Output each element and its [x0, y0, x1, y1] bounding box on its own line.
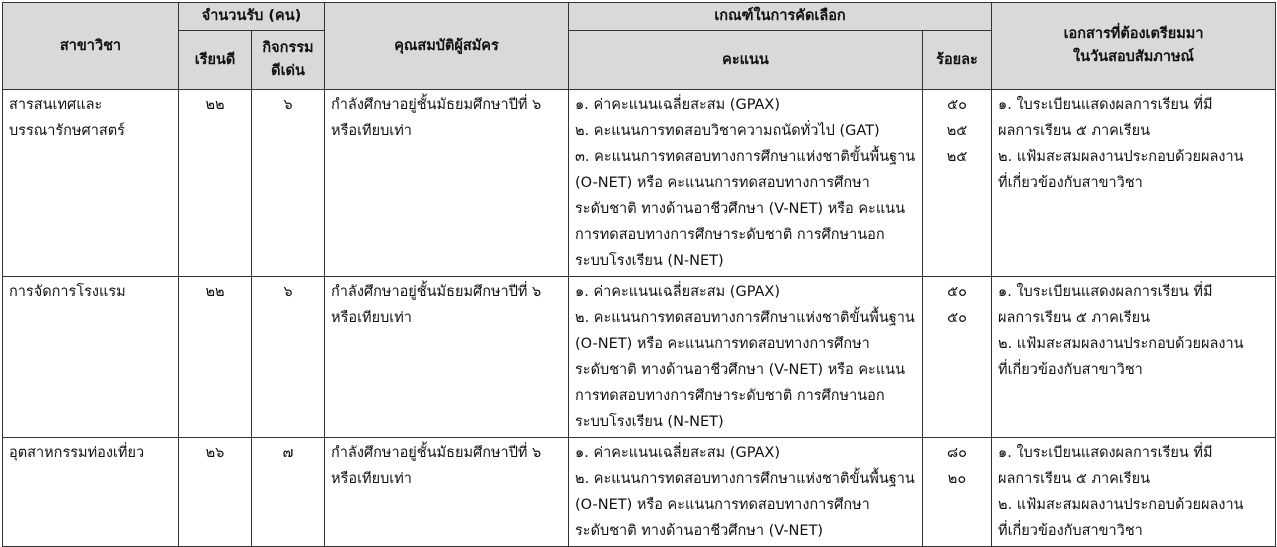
percent-cell: [923, 438, 992, 547]
document-line: ที่เกี่ยวข้องกับสาขาวิชา: [998, 175, 1143, 191]
major-cell: [3, 277, 179, 438]
document-line: ๑. ใบระเบียนแสดงผลการเรียน ที่มี: [998, 445, 1213, 461]
criteria-line: การทดสอบทางการศึกษาระดับชาติ การศึกษานอก: [575, 227, 885, 243]
percent-cell: [923, 90, 992, 277]
table-row: [3, 277, 1276, 438]
criteria-line: ๒. คะแนนการทดสอบทางการศึกษาแห่งชาติขั้นพื้นฐาน: [575, 310, 915, 326]
document-line: ๑. ใบระเบียนแสดงผลการเรียน ที่มี: [998, 97, 1213, 113]
qualification-line: หรือเทียบเท่า: [331, 471, 412, 487]
criteria-line: ระบบโรงเรียน (N-NET): [575, 253, 724, 269]
documents-cell: [992, 90, 1276, 277]
header-activity: [252, 31, 325, 90]
qualification-line: หรือเทียบเท่า: [331, 123, 412, 139]
qualification-cell: [325, 90, 569, 277]
criteria-cell: [569, 90, 923, 277]
criteria-line: ระดับชาติ ทางด้านอาชีวศึกษา (V-NET): [575, 523, 824, 539]
criteria-line: ระดับชาติ ทางด้านอาชีวศึกษา (V-NET) หรือ คะแนน: [575, 362, 906, 378]
document-line: ที่เกี่ยวข้องกับสาขาวิชา: [998, 523, 1143, 539]
major-cell: [3, 90, 179, 277]
admission-table: [2, 2, 1276, 547]
document-line: ๒. แฟ้มสะสมผลงานประกอบด้วยผลงาน: [998, 336, 1244, 352]
header-quota: จำนวนรับ (คน): [179, 3, 325, 31]
criteria-line: การทดสอบทางการศึกษาระดับชาติ การศึกษานอก: [575, 388, 885, 404]
major-line: สารสนเทศและ: [9, 97, 103, 113]
qualification-cell: [325, 277, 569, 438]
header-percent: ร้อยละ: [923, 31, 992, 90]
criteria-line: ระดับชาติ ทางด้านอาชีวศึกษา (V-NET) หรือ คะแนน: [575, 201, 906, 217]
criteria-line: ๒. คะแนนการทดสอบวิชาความถนัดทั่วไป (GAT): [575, 123, 880, 139]
percent-value: ๘๐: [946, 445, 968, 461]
header-regular: เรียนดี: [179, 31, 252, 90]
percent-value: ๕๐: [947, 97, 967, 113]
percent-cell: [923, 277, 992, 438]
criteria-line: (O-NET) หรือ คะแนนการทดสอบทางการศึกษา: [575, 497, 870, 513]
document-line: ที่เกี่ยวข้องกับสาขาวิชา: [998, 362, 1143, 378]
regular-quota-cell: ๒๒: [179, 277, 252, 438]
activity-quota-cell: ๖: [252, 90, 325, 277]
percent-value: ๒๕: [946, 149, 968, 165]
document-line: ๒. แฟ้มสะสมผลงานประกอบด้วยผลงาน: [998, 497, 1244, 513]
percent-value: ๕๐: [947, 310, 967, 326]
documents-cell: [992, 438, 1276, 547]
header-activity-line: ดีเด่น: [271, 63, 305, 79]
major-cell: [3, 438, 179, 547]
qualification-line: กำลังศึกษาอยู่ชั้นมัธยมศึกษาปีที่ ๖: [331, 284, 542, 300]
document-line: ผลการเรียน ๕ ภาคเรียน: [998, 471, 1151, 487]
major-line: บรรณารักษศาสตร์: [9, 123, 125, 139]
criteria-line: ๑. ค่าคะแนนเฉลี่ยสะสม (GPAX): [575, 97, 781, 113]
header-criteria: เกณฑ์ในการคัดเลือก: [569, 3, 992, 31]
criteria-line: ๑. ค่าคะแนนเฉลี่ยสะสม (GPAX): [575, 284, 781, 300]
percent-value: ๕๐: [947, 284, 967, 300]
major-line: การจัดการโรงแรม: [9, 284, 126, 300]
regular-quota-cell: ๒๒: [179, 90, 252, 277]
document-line: ๑. ใบระเบียนแสดงผลการเรียน ที่มี: [998, 284, 1213, 300]
header-activity-line: กิจกรรม: [262, 40, 314, 56]
table-row: [3, 90, 1276, 277]
header-qualification: คุณสมบัติผู้สมัคร: [325, 3, 569, 90]
major-line: อุตสาหกรรมท่องเที่ยว: [9, 445, 145, 461]
header-documents-line: ในวันสอบสัมภาษณ์: [1073, 49, 1194, 65]
qualification-line: กำลังศึกษาอยู่ชั้นมัธยมศึกษาปีที่ ๖: [331, 97, 542, 113]
qualification-line: กำลังศึกษาอยู่ชั้นมัธยมศึกษาปีที่ ๖: [331, 445, 542, 461]
percent-value: ๒๐: [947, 471, 967, 487]
header-score: คะแนน: [569, 31, 923, 90]
criteria-line: (O-NET) หรือ คะแนนการทดสอบทางการศึกษา: [575, 175, 870, 191]
criteria-line: (O-NET) หรือ คะแนนการทดสอบทางการศึกษา: [575, 336, 870, 352]
activity-quota-cell: ๗: [252, 438, 325, 547]
document-line: ๒. แฟ้มสะสมผลงานประกอบด้วยผลงาน: [998, 149, 1244, 165]
documents-cell: [992, 277, 1276, 438]
criteria-line: ๓. คะแนนการทดสอบทางการศึกษาแห่งชาติขั้นพื้นฐาน: [575, 149, 916, 165]
criteria-line: ๒. คะแนนการทดสอบทางการศึกษาแห่งชาติขั้นพื้นฐาน: [575, 471, 915, 487]
criteria-line: ๑. ค่าคะแนนเฉลี่ยสะสม (GPAX): [575, 445, 781, 461]
document-line: ผลการเรียน ๕ ภาคเรียน: [998, 310, 1151, 326]
header-documents: [992, 3, 1276, 90]
activity-quota-cell: ๖: [252, 277, 325, 438]
percent-value: ๒๕: [946, 123, 968, 139]
table-row: [3, 438, 1276, 547]
criteria-cell: [569, 277, 923, 438]
criteria-cell: [569, 438, 923, 547]
regular-quota-cell: ๒๖: [179, 438, 252, 547]
header-major: สาขาวิชา: [3, 3, 179, 90]
header-documents-line: เอกสารที่ต้องเตรียมมา: [1063, 26, 1204, 42]
document-line: ผลการเรียน ๕ ภาคเรียน: [998, 123, 1151, 139]
qualification-line: หรือเทียบเท่า: [331, 310, 412, 326]
criteria-line: ระบบโรงเรียน (N-NET): [575, 414, 724, 430]
qualification-cell: [325, 438, 569, 547]
